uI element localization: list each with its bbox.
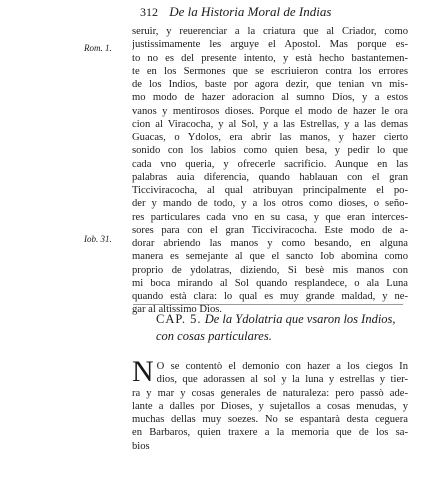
- text-line: bios: [132, 440, 150, 452]
- drop-cap: N: [132, 355, 154, 388]
- text-line: seruir, y reuerenciar a la criatura que al Criador, como: [132, 26, 408, 37]
- text-line: sonido con los labios como quien besa, y pedir lo que: [132, 145, 408, 157]
- text-line: dios, que adorassen al sol y la luna y estrellas y tier-: [156, 374, 408, 386]
- text-line: lante a dalles por Dioses, y sujetallos a cosas menudas, y: [132, 400, 408, 412]
- text-line: cion al Viracocha, y al Sol, y a las Estrellas, y a las demas: [132, 118, 408, 130]
- text-line: te en los Sermones que se escriuieron contra los errores: [132, 65, 408, 77]
- text-line: O se contentò el demonio con hazer a los ciegos In: [156, 361, 408, 372]
- text-line: justissimamente les arguye el Apostol. Mas porque es-: [132, 39, 408, 51]
- text-line: gar al altissimo Dios.: [132, 304, 223, 316]
- text-line: Ticciviracocha, al qual atribuyan principalmente el po-: [132, 185, 408, 196]
- margin-note-iob: Iob. 31.: [84, 234, 112, 244]
- text-line: sores para con el gran Ticciviracocha. Este modo de a-: [132, 224, 408, 236]
- text-line: proprio de ydolatras, diziendo, Si besè mis manos con: [132, 264, 408, 276]
- text-line: de los Indios, baste por agora dezir, que tenian vn mis-: [132, 79, 408, 90]
- text-line: dorar abriendo las manos y como besando, en alguna: [132, 238, 408, 249]
- text-line: ra y mar y cosas generales de naturaleza: pero passò ade-: [132, 387, 408, 399]
- chapter-label: CAP. 5.: [156, 312, 202, 326]
- page-number: 312: [140, 5, 158, 19]
- text-line: quando està clara: lo qual es muy grande maldad, y ne-: [132, 291, 408, 302]
- running-header: [140, 4, 331, 20]
- text-line: der y mando de todo, y a los otros como dioses, o seño-: [132, 198, 408, 210]
- text-line: muchas dellas muy soezes. No se espantarà desta ceguera: [132, 414, 408, 425]
- text-line: manera es semejante al que el sancto Iob abomina como: [132, 251, 408, 263]
- text-line: palabras auia diferencia, quando hablauan con el gran: [132, 171, 408, 183]
- margin-note-rom: Rom. 1.: [84, 43, 112, 53]
- paragraph-2: [132, 355, 408, 453]
- text-line: vanos y mentirosos dioses. Porque el modo de hazer le ora: [132, 105, 408, 117]
- text-line: res particulares cada vno en su casa, y que eran interces-: [132, 211, 408, 223]
- text-line: mi boca mirando al Sol quando resplandece, o ala Luna: [132, 277, 408, 289]
- text-line: mo modo de hazer adoracion al sumno Dios, y a estos: [132, 92, 408, 104]
- chapter-heading: [156, 311, 396, 345]
- text-line: en Barbaros, quien traxere a la memoria que de los sa-: [132, 427, 408, 439]
- text-line: to no es del presente intento, y està hecho bastantemen-: [132, 52, 408, 64]
- chapter-divider: [133, 304, 403, 305]
- text-line: Guacas, o Ydolos, era abrir las manos, y hazer cierto: [132, 132, 408, 143]
- chapter-title: De la Ydolatria que vsaron los Indios, con cosas particulares.: [156, 312, 396, 343]
- text-line: cada vno queria, y ofrecerle sacrificio. Aunque en las: [132, 158, 408, 170]
- paragraph-1: [132, 25, 408, 317]
- running-title: De la Historia Moral de Indias: [169, 4, 332, 19]
